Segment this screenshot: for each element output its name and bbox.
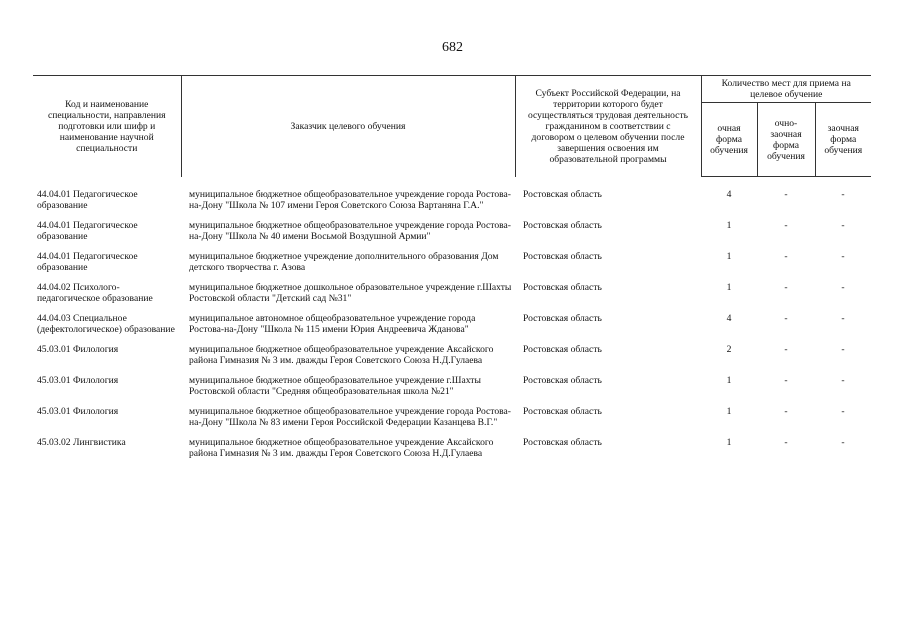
row-distance: - bbox=[841, 374, 845, 386]
row-distance: - bbox=[841, 281, 845, 293]
header-part-time: очно-заочная форма обучения bbox=[757, 103, 815, 177]
row-part-time: - bbox=[784, 374, 788, 386]
row-distance: - bbox=[841, 436, 845, 448]
row-region: Ростовская область bbox=[523, 281, 602, 293]
table-row bbox=[33, 375, 871, 406]
row-customer: муниципальное бюджетное общеобразовательное учреждение Аксайского района Гимназия № 3 им. дважды Героя Советского Союза Н.Д.Гулаева bbox=[189, 436, 494, 459]
row-region: Ростовская область bbox=[523, 405, 602, 417]
table-row bbox=[33, 251, 871, 282]
row-customer: муниципальное бюджетное общеобразовательное учреждение г.Шахты Ростовской области "Средняя общеобразовательная школа №21" bbox=[189, 374, 481, 397]
row-customer: муниципальное автономное общеобразовательное учреждение города Ростова-на-Дону "Школа № 115 имени Юрия Андреевича Жданова" bbox=[189, 312, 476, 335]
header-code: Код и наименование специальности, направления подготовки или шифр и наименование научной специальности bbox=[33, 76, 181, 177]
row-customer: муниципальное бюджетное учреждение дополнительного образования Дом детского творчества г. Азова bbox=[189, 250, 499, 273]
target-training-table bbox=[33, 75, 871, 468]
row-distance: - bbox=[841, 189, 845, 200]
row-code: 45.03.01 Филология bbox=[37, 374, 119, 386]
table-row bbox=[33, 344, 871, 375]
row-full-time: 1 bbox=[726, 281, 732, 293]
table-body bbox=[33, 177, 871, 468]
row-code: 44.04.01 Педагогическое образование bbox=[37, 188, 138, 211]
table-row bbox=[33, 220, 871, 251]
page-number: 682 bbox=[442, 40, 463, 55]
table-row bbox=[33, 406, 871, 437]
row-region: Ростовская область bbox=[523, 188, 602, 200]
table-row bbox=[33, 282, 871, 313]
row-customer: муниципальное бюджетное общеобразовательное учреждение города Ростова-на-Дону "Школа № 107 имени Героя Советского Союза Вартаняна Г.А." bbox=[189, 188, 511, 211]
row-full-time: 1 bbox=[726, 374, 732, 386]
row-region: Ростовская область bbox=[523, 312, 602, 324]
row-part-time: - bbox=[784, 436, 788, 448]
row-distance: - bbox=[841, 405, 845, 417]
row-code: 45.03.02 Лингвистика bbox=[37, 436, 126, 448]
row-region: Ростовская область bbox=[523, 374, 602, 386]
row-full-time: 1 bbox=[726, 219, 732, 231]
row-distance: - bbox=[841, 219, 845, 231]
row-distance: - bbox=[841, 312, 845, 324]
row-customer: муниципальное бюджетное общеобразовательное учреждение Аксайского района Гимназия № 3 им. дважды Героя Советского Союза Н.Д.Гулаева bbox=[189, 343, 494, 366]
row-region: Ростовская область bbox=[523, 250, 602, 262]
row-full-time: 1 bbox=[726, 250, 732, 262]
row-code: 44.04.03 Специальное (дефектологическое) образование bbox=[37, 312, 175, 335]
row-region: Ростовская область bbox=[523, 436, 602, 448]
row-distance: - bbox=[841, 250, 845, 262]
row-distance: - bbox=[841, 343, 845, 355]
row-part-time: - bbox=[784, 189, 788, 200]
row-full-time: 4 bbox=[726, 189, 732, 200]
row-region: Ростовская область bbox=[523, 219, 602, 231]
table-row bbox=[33, 437, 871, 468]
row-part-time: - bbox=[784, 281, 788, 293]
row-customer: муниципальное бюджетное дошкольное образовательное учреждение г.Шахты Ростовской области "Детский сад №31" bbox=[189, 281, 512, 304]
row-part-time: - bbox=[784, 343, 788, 355]
row-part-time: - bbox=[784, 219, 788, 231]
header-places: Количество мест для приема на целевое обучение bbox=[701, 76, 871, 103]
row-full-time: 2 bbox=[726, 343, 732, 355]
row-customer: муниципальное бюджетное общеобразовательное учреждение города Ростова-на-Дону "Школа № 40 имени Восьмой Воздушной Армии" bbox=[189, 219, 511, 242]
table-header bbox=[33, 76, 871, 177]
row-full-time: 1 bbox=[726, 405, 732, 417]
row-customer: муниципальное бюджетное общеобразовательное учреждение города Ростова-на-Дону "Школа № 83 имени Героя Российской Федерации Казанцева В.Г." bbox=[189, 405, 511, 428]
row-code: 45.03.01 Филология bbox=[37, 405, 119, 417]
table-row bbox=[33, 313, 871, 344]
row-full-time: 1 bbox=[726, 436, 732, 448]
row-part-time: - bbox=[784, 312, 788, 324]
header-full-time: очная форма обучения bbox=[701, 103, 757, 177]
header-distance: заочная форма обучения bbox=[815, 103, 871, 177]
row-code: 44.04.02 Психолого-педагогическое образование bbox=[37, 281, 153, 304]
row-part-time: - bbox=[784, 405, 788, 417]
table-row bbox=[33, 177, 871, 220]
row-region: Ростовская область bbox=[523, 343, 602, 355]
row-full-time: 4 bbox=[726, 312, 732, 324]
header-customer: Заказчик целевого обучения bbox=[181, 76, 515, 177]
header-region: Субъект Российской Федерации, на территории которого будет осуществляться трудовая деятельность гражданином в соответствии с договором о целевом обучении после завершения освоения им образовательной программы bbox=[515, 76, 701, 177]
row-part-time: - bbox=[784, 250, 788, 262]
row-code: 44.04.01 Педагогическое образование bbox=[37, 250, 138, 273]
row-code: 45.03.01 Филология bbox=[37, 343, 119, 355]
row-code: 44.04.01 Педагогическое образование bbox=[37, 219, 138, 242]
